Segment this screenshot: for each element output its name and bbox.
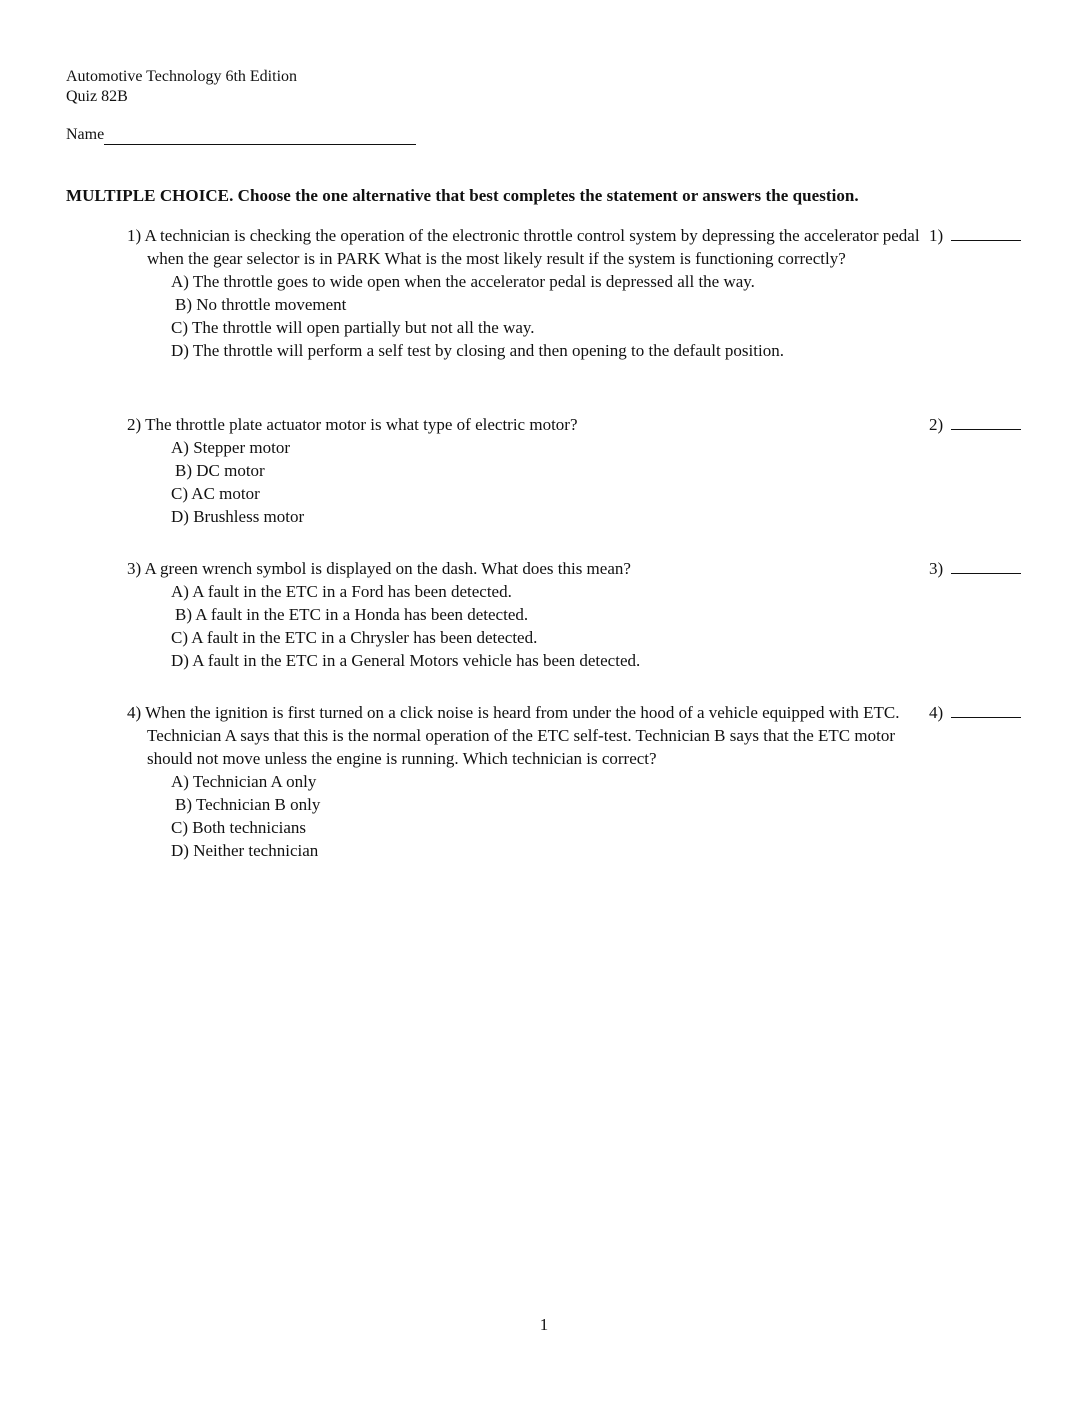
- answer-label: 2): [929, 415, 944, 434]
- name-blank-line[interactable]: [104, 126, 416, 145]
- option-b[interactable]: B) No throttle movement: [175, 295, 347, 314]
- question-4: [127, 701, 1087, 862]
- page-number: 1: [539, 1315, 549, 1334]
- answer-field: [929, 224, 1021, 247]
- answer-label: 4): [929, 703, 944, 722]
- answer-field: [929, 701, 1021, 724]
- option-a[interactable]: A) Stepper motor: [171, 438, 290, 457]
- option-a[interactable]: A) A fault in the ETC in a Ford has been detected.: [171, 582, 512, 601]
- option-a[interactable]: A) The throttle goes to wide open when the accelerator pedal is depressed all the way.: [171, 272, 755, 291]
- option-c[interactable]: C) The throttle will open partially but not all the way.: [171, 318, 535, 337]
- question-3: [127, 557, 1087, 672]
- instructions: MULTIPLE CHOICE. Choose the one alternative that best completes the statement or answers the question.: [66, 186, 859, 205]
- option-b[interactable]: B) A fault in the ETC in a Honda has been detected.: [175, 605, 529, 624]
- option-d[interactable]: D) The throttle will perform a self test by closing and then opening to the default position.: [171, 341, 784, 360]
- question-1: [127, 224, 1087, 362]
- answer-blank[interactable]: [951, 224, 1021, 241]
- question-2: [127, 413, 1087, 528]
- question-stem: 1) A technician is checking the operation of the electronic throttle control system by depressing the accelerator pedal when the gear selector is in PARK What is the most likely result if the system is functioning correctly?: [127, 226, 920, 268]
- option-b[interactable]: B) Technician B only: [175, 795, 321, 814]
- answer-field: [929, 413, 1021, 436]
- name-label: Name: [66, 126, 105, 143]
- option-d[interactable]: D) Neither technician: [171, 841, 319, 860]
- question-stem: 4) When the ignition is first turned on a click noise is heard from under the hood of a vehicle equipped with ETC. Technician A says that this is the normal operation of the ETC self-test. Technician B says that the ETC motor should not move unless the engine is running. Which technician is correct?: [127, 703, 900, 768]
- quiz-id: Quiz 82B: [66, 88, 128, 105]
- question-stem: 3) A green wrench symbol is displayed on the dash. What does this mean?: [127, 559, 631, 578]
- option-d[interactable]: D) Brushless motor: [171, 507, 305, 526]
- option-a[interactable]: A) Technician A only: [171, 772, 317, 791]
- option-b[interactable]: B) DC motor: [175, 461, 265, 480]
- option-c[interactable]: C) Both technicians: [171, 818, 307, 837]
- name-field: [66, 125, 416, 145]
- option-d[interactable]: D) A fault in the ETC in a General Motors vehicle has been detected.: [171, 651, 641, 670]
- course-title: Automotive Technology 6th Edition: [66, 68, 298, 85]
- answer-label: 3): [929, 559, 944, 578]
- answer-field: [929, 557, 1021, 580]
- question-stem: 2) The throttle plate actuator motor is what type of electric motor?: [127, 415, 578, 434]
- answer-label: 1): [929, 226, 944, 245]
- answer-blank[interactable]: [951, 413, 1021, 430]
- answer-blank[interactable]: [951, 701, 1021, 718]
- option-c[interactable]: C) AC motor: [171, 484, 260, 503]
- option-c[interactable]: C) A fault in the ETC in a Chrysler has been detected.: [171, 628, 538, 647]
- answer-blank[interactable]: [951, 557, 1021, 574]
